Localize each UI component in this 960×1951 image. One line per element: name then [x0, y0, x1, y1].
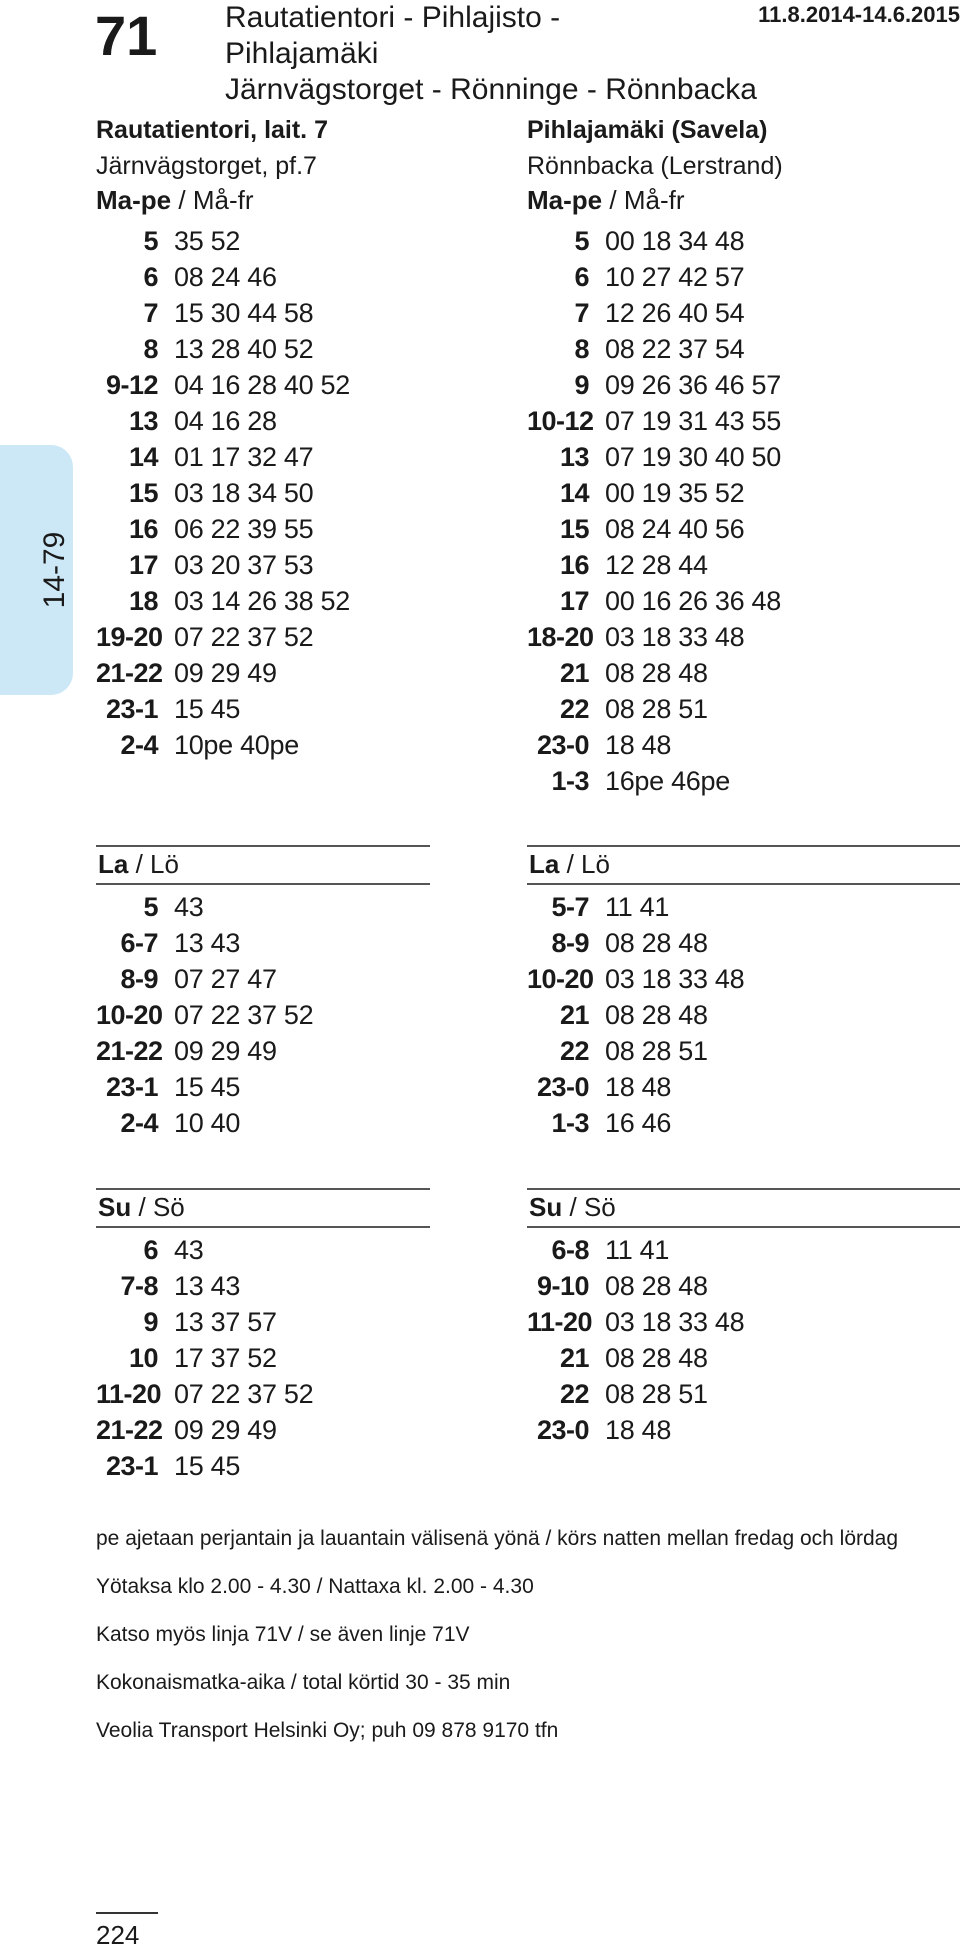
departure-hour: 9-10 — [536, 1271, 589, 1301]
day-label-sv: Sö — [583, 1192, 616, 1222]
right-stop-sv: Rönnbacka (Lerstrand) — [527, 152, 783, 180]
departure-hour: 23-0 — [536, 1072, 589, 1102]
right-saturday-rule-bottom — [527, 883, 960, 885]
departure-minutes: 07 22 37 52 — [174, 1379, 314, 1409]
departure-minutes: 10 27 42 57 — [605, 262, 745, 292]
page-number-rule — [96, 1912, 158, 1914]
departure-hour: 23-0 — [536, 1415, 589, 1445]
departure-minutes: 03 18 34 50 — [174, 478, 314, 508]
departure-hour: 21-22 — [96, 658, 163, 688]
departure-minutes: 43 — [174, 892, 204, 922]
departure-minutes: 03 18 33 48 — [605, 964, 745, 994]
departure-hour: 17 — [128, 550, 158, 580]
departure-hour: 23-1 — [105, 694, 158, 724]
departure-minutes: 08 28 48 — [605, 1271, 708, 1301]
departure-minutes: 13 28 40 52 — [174, 334, 314, 364]
departure-hour: 9 — [143, 1307, 158, 1337]
left-sunday-rule-bottom — [96, 1226, 430, 1228]
departure-minutes: 09 29 49 — [174, 1036, 277, 1066]
timetable-row — [96, 1412, 313, 1448]
departure-minutes: 07 19 30 40 50 — [605, 442, 781, 472]
departure-hour: 16 — [128, 514, 158, 544]
day-label-fi: Su — [98, 1192, 132, 1222]
timetable-row — [527, 403, 781, 439]
departure-hour: 6 — [574, 262, 589, 292]
departure-minutes: 13 43 — [174, 1271, 241, 1301]
note-travel-time: Kokonaismatka-aika / total körtid 30 - 35 min — [96, 1671, 511, 1694]
departure-hour: 22 — [559, 1379, 589, 1409]
departure-hour: 2-4 — [120, 1108, 158, 1138]
departure-minutes: 13 43 — [174, 928, 241, 958]
timetable-row — [527, 511, 781, 547]
note-see-also: Katso myös linja 71V / se även linje 71V — [96, 1623, 470, 1646]
timetable-row — [527, 1376, 744, 1412]
departure-minutes: 07 19 31 43 55 — [605, 406, 781, 436]
departure-hour: 10-12 — [527, 406, 594, 436]
timetable-row — [96, 997, 313, 1033]
timetable-row — [96, 619, 350, 655]
departure-hour: 19-20 — [96, 622, 163, 652]
departure-minutes: 08 28 48 — [605, 928, 708, 958]
departure-minutes: 00 19 35 52 — [605, 478, 745, 508]
departure-hour: 13 — [128, 406, 158, 436]
departure-minutes: 08 28 48 — [605, 1000, 708, 1030]
departure-hour: 22 — [559, 694, 589, 724]
route-title — [225, 0, 765, 108]
departure-hour: 21 — [559, 1000, 589, 1030]
day-label-separator: / — [609, 185, 617, 215]
departure-hour: 23-1 — [105, 1072, 158, 1102]
day-label-fi: Ma-pe — [96, 185, 172, 215]
departure-minutes: 03 18 33 48 — [605, 1307, 745, 1337]
timetable-row — [96, 223, 350, 259]
right-saturday-label — [529, 848, 610, 880]
timetable-row — [96, 1448, 313, 1484]
departure-hour: 7 — [574, 298, 589, 328]
validity-period: 11.8.2014-14.6.2015 — [758, 2, 960, 27]
departure-hour: 8 — [143, 334, 158, 364]
timetable-row — [96, 259, 350, 295]
departure-hour: 14 — [128, 442, 158, 472]
timetable-row — [96, 1376, 313, 1412]
departure-minutes: 15 45 — [174, 1072, 241, 1102]
day-label-fi: Ma-pe — [527, 185, 603, 215]
departure-minutes: 04 16 28 40 52 — [174, 370, 350, 400]
departure-hour: 23-0 — [536, 730, 589, 760]
timetable-row — [527, 997, 744, 1033]
departure-minutes: 00 16 26 36 48 — [605, 586, 781, 616]
departure-minutes: 08 28 51 — [605, 1379, 708, 1409]
right-weekday-label — [527, 184, 685, 216]
departure-hour: 2-4 — [120, 730, 158, 760]
right-saturday-timetable — [527, 889, 744, 1141]
departure-hour: 10-20 — [96, 1000, 163, 1030]
left-stop-sv: Järnvägstorget, pf.7 — [96, 152, 317, 180]
departure-hour: 5-7 — [551, 892, 589, 922]
timetable-row — [527, 547, 781, 583]
departure-minutes: 16pe 46pe — [605, 766, 730, 796]
departure-hour: 6 — [143, 262, 158, 292]
departure-hour: 17 — [559, 586, 589, 616]
timetable-row — [96, 511, 350, 547]
left-sunday-timetable — [96, 1232, 313, 1484]
right-stop-fi: Pihlajamäki (Savela) — [527, 116, 768, 144]
departure-minutes: 09 26 36 46 57 — [605, 370, 781, 400]
departure-hour: 15 — [559, 514, 589, 544]
timetable-row — [96, 331, 350, 367]
departure-minutes: 15 45 — [174, 694, 241, 724]
side-tab-label: 14-79 — [38, 531, 71, 609]
footnotes — [96, 1525, 960, 1765]
departure-minutes: 01 17 32 47 — [174, 442, 314, 472]
title-line-2: Pihlajamäki — [225, 37, 379, 70]
timetable-row — [527, 259, 781, 295]
page-number: 224 — [96, 1920, 140, 1950]
left-sunday-rule — [96, 1188, 430, 1190]
left-saturday-rule — [96, 845, 430, 847]
departure-minutes: 18 48 — [605, 1415, 672, 1445]
day-label-fi: Su — [529, 1192, 563, 1222]
timetable-row — [96, 1069, 313, 1105]
departure-hour: 8 — [574, 334, 589, 364]
timetable-row — [527, 1069, 744, 1105]
note-night-fare: Yötaksa klo 2.00 - 4.30 / Nattaxa kl. 2.00 - 4.30 — [96, 1575, 534, 1598]
timetable-row — [527, 1105, 744, 1141]
departure-minutes: 18 48 — [605, 730, 672, 760]
timetable-row — [527, 1033, 744, 1069]
timetable-row — [527, 583, 781, 619]
timetable-row — [527, 619, 781, 655]
timetable-row — [527, 295, 781, 331]
departure-minutes: 07 22 37 52 — [174, 1000, 314, 1030]
timetable-row — [527, 763, 781, 799]
timetable-row — [96, 403, 350, 439]
left-sunday-label — [98, 1191, 185, 1223]
timetable-row — [527, 1232, 744, 1268]
left-saturday-rule-bottom — [96, 883, 430, 885]
title-line-1: Rautatientori - Pihlajisto - — [225, 1, 561, 34]
timetable-row — [96, 961, 313, 997]
departure-minutes: 08 28 51 — [605, 694, 708, 724]
day-label-sv: Må-fr — [192, 185, 254, 215]
day-label-separator: / — [138, 1192, 146, 1222]
departure-minutes: 00 18 34 48 — [605, 226, 745, 256]
departure-hour: 5 — [143, 892, 158, 922]
left-weekday-label — [96, 184, 254, 216]
timetable-row — [96, 475, 350, 511]
departure-minutes: 15 45 — [174, 1451, 241, 1481]
departure-minutes: 12 26 40 54 — [605, 298, 745, 328]
day-label-sv: Må-fr — [623, 185, 685, 215]
timetable-row — [527, 655, 781, 691]
departure-minutes: 08 28 51 — [605, 1036, 708, 1066]
timetable-row — [527, 367, 781, 403]
right-stop — [527, 112, 783, 184]
timetable-row — [96, 295, 350, 331]
departure-hour: 7 — [143, 298, 158, 328]
departure-minutes: 15 30 44 58 — [174, 298, 314, 328]
timetable-row — [527, 889, 744, 925]
right-sunday-timetable — [527, 1232, 744, 1448]
timetable-row — [527, 223, 781, 259]
timetable-row — [527, 475, 781, 511]
day-label-sv: Lö — [150, 849, 179, 879]
timetable-row — [96, 439, 350, 475]
departure-hour: 9 — [574, 370, 589, 400]
day-label-separator: / — [178, 185, 186, 215]
departure-minutes: 08 22 37 54 — [605, 334, 745, 364]
timetable-row — [96, 1304, 313, 1340]
departure-hour: 10 — [128, 1343, 158, 1373]
right-weekday-timetable — [527, 223, 781, 799]
departure-hour: 5 — [574, 226, 589, 256]
departure-minutes: 07 27 47 — [174, 964, 277, 994]
timetable-row — [96, 691, 350, 727]
departure-minutes: 12 28 44 — [605, 550, 708, 580]
timetable-row — [96, 1340, 313, 1376]
departure-hour: 8-9 — [120, 964, 158, 994]
timetable-row — [527, 727, 781, 763]
departure-hour: 6 — [143, 1235, 158, 1265]
left-weekday-timetable — [96, 223, 350, 763]
departure-minutes: 08 28 48 — [605, 1343, 708, 1373]
departure-minutes: 03 18 33 48 — [605, 622, 745, 652]
departure-hour: 21-22 — [96, 1415, 163, 1445]
departure-hour: 13 — [559, 442, 589, 472]
departure-minutes: 03 20 37 53 — [174, 550, 314, 580]
departure-hour: 10-20 — [527, 964, 594, 994]
departure-hour: 8-9 — [551, 928, 589, 958]
timetable-row — [96, 889, 313, 925]
departure-hour: 15 — [128, 478, 158, 508]
departure-hour: 11-20 — [527, 1307, 593, 1337]
timetable-row — [96, 547, 350, 583]
left-stop — [96, 112, 328, 184]
note-night-friday: pe ajetaan perjantain ja lauantain välisenä yönä / körs natten mellan fredag och lördag — [96, 1527, 899, 1550]
departure-hour: 21 — [559, 1343, 589, 1373]
departure-hour: 5 — [143, 226, 158, 256]
departure-hour: 21-22 — [96, 1036, 163, 1066]
departure-minutes: 10pe 40pe — [174, 730, 299, 760]
left-saturday-label — [98, 848, 179, 880]
note-operator: Veolia Transport Helsinki Oy; puh 09 878 9170 tfn — [96, 1719, 559, 1742]
departure-minutes: 17 37 52 — [174, 1343, 277, 1373]
departure-minutes: 09 29 49 — [174, 658, 277, 688]
left-saturday-timetable — [96, 889, 313, 1141]
day-label-fi: La — [529, 849, 560, 879]
timetable-row — [96, 1105, 313, 1141]
departure-minutes: 16 46 — [605, 1108, 672, 1138]
timetable-row — [96, 727, 350, 763]
departure-minutes: 08 24 46 — [174, 262, 277, 292]
departure-hour: 18 — [128, 586, 158, 616]
timetable-row — [527, 1340, 744, 1376]
departure-minutes: 03 14 26 38 52 — [174, 586, 350, 616]
right-sunday-rule — [527, 1188, 960, 1190]
timetable-row — [527, 1268, 744, 1304]
timetable-row — [96, 925, 313, 961]
timetable-row — [96, 367, 350, 403]
day-label-separator: / — [135, 849, 143, 879]
right-sunday-label — [529, 1191, 616, 1223]
timetable-row — [96, 1268, 313, 1304]
departure-minutes: 09 29 49 — [174, 1415, 277, 1445]
timetable-row — [527, 925, 744, 961]
right-saturday-rule — [527, 845, 960, 847]
timetable-row — [527, 1304, 744, 1340]
departure-hour: 21 — [559, 658, 589, 688]
departure-hour: 18-20 — [527, 622, 594, 652]
timetable-row — [527, 961, 744, 997]
departure-hour: 7-8 — [120, 1271, 158, 1301]
timetable-row — [96, 583, 350, 619]
title-line-swedish: Järnvägstorget - Rönninge - Rönnbacka — [225, 73, 757, 106]
day-label-sv: Lö — [581, 849, 610, 879]
departure-hour: 9-12 — [105, 370, 158, 400]
departure-hour: 16 — [559, 550, 589, 580]
departure-minutes: 07 22 37 52 — [174, 622, 314, 652]
departure-hour: 23-1 — [105, 1451, 158, 1481]
departure-hour: 22 — [559, 1036, 589, 1066]
day-label-separator: / — [566, 849, 574, 879]
departure-minutes: 43 — [174, 1235, 204, 1265]
timetable-row — [96, 1232, 313, 1268]
departure-hour: 6-7 — [120, 928, 158, 958]
departure-hour: 1-3 — [551, 1108, 589, 1138]
departure-hour: 1-3 — [551, 766, 589, 796]
departure-minutes: 10 40 — [174, 1108, 241, 1138]
day-label-separator: / — [569, 1192, 577, 1222]
day-label-sv: Sö — [152, 1192, 185, 1222]
right-sunday-rule-bottom — [527, 1226, 960, 1228]
departure-minutes: 11 41 — [605, 892, 670, 922]
departure-minutes: 06 22 39 55 — [174, 514, 314, 544]
route-number: 71 — [95, 4, 158, 67]
timetable-row — [527, 691, 781, 727]
timetable-row — [527, 331, 781, 367]
left-stop-fi: Rautatientori, lait. 7 — [96, 116, 328, 144]
departure-hour: 14 — [559, 478, 589, 508]
departure-hour: 11-20 — [96, 1379, 162, 1409]
departure-minutes: 13 37 57 — [174, 1307, 277, 1337]
departure-minutes: 08 28 48 — [605, 658, 708, 688]
departure-minutes: 35 52 — [174, 226, 241, 256]
timetable-row — [527, 1412, 744, 1448]
departure-hour: 6-8 — [551, 1235, 589, 1265]
departure-minutes: 04 16 28 — [174, 406, 277, 436]
departure-minutes: 18 48 — [605, 1072, 672, 1102]
departure-minutes: 11 41 — [605, 1235, 670, 1265]
timetable-row — [527, 439, 781, 475]
departure-minutes: 08 24 40 56 — [605, 514, 745, 544]
day-label-fi: La — [98, 849, 129, 879]
timetable-row — [96, 1033, 313, 1069]
timetable-row — [96, 655, 350, 691]
